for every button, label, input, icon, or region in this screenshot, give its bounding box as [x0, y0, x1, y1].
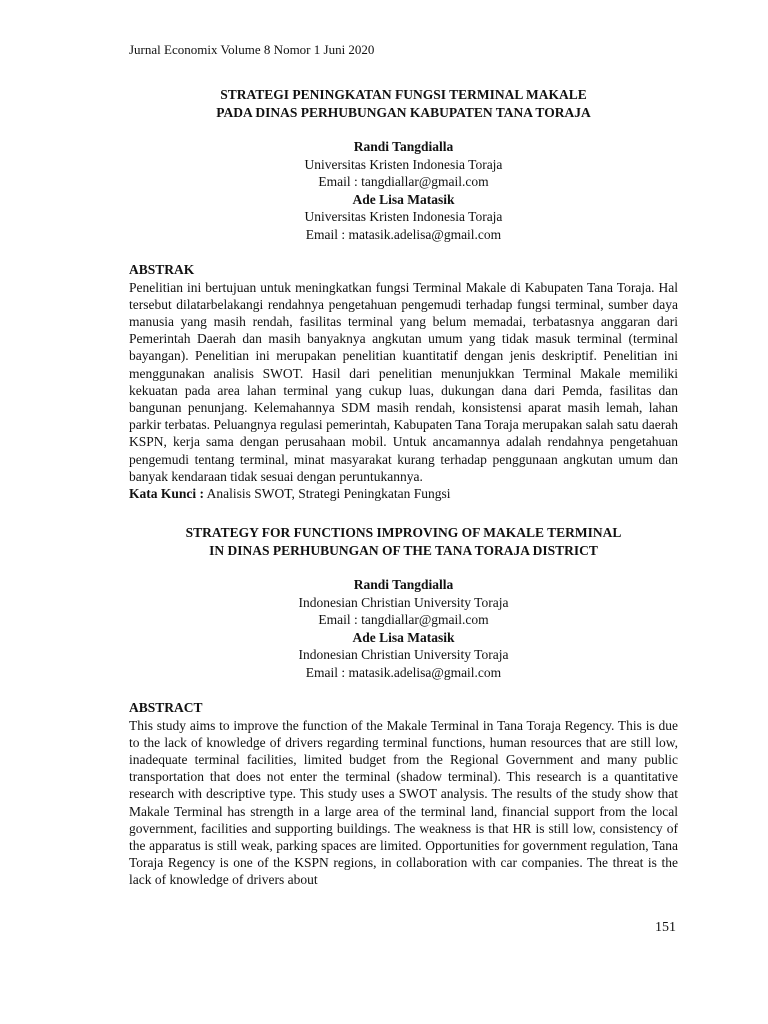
author-email: Email : tangdiallar@gmail.com	[318, 174, 489, 189]
author-email: Email : tangdiallar@gmail.com	[318, 612, 489, 628]
author-affiliation: Indonesian Christian University Toraja	[298, 647, 509, 663]
title-en-line: STRATEGY FOR FUNCTIONS IMPROVING OF MAKALE TERMINAL	[185, 525, 622, 541]
abstract-text-id: Penelitian ini bertujuan untuk meningkatkan fungsi Terminal Makale di Kabupaten Tana Toraja. Hal tersebut dilatarbelakangi rendahnya pengetahuan pengemudi terhadap fungsi terminal, sumber daya manusia yang masih rendah, fasilitas terminal yang belum memadai, terbatasnya anggaran dari Pemerintah Daerah dan masih banyaknya angkutan umum yang tidak masuk terminal (terminal bayangan). Penelitian ini merupakan penelitian kuantitatif dengan jenis deskriptif. Penelitian ini menggunakan analisis SWOT. Hasil dari penelitian menunjukkan Terminal Makale memiliki kekuatan pada area lahan terminal yang cukup luas, dukungan dana dari Pemda, fasilitas dan bangunan penunjang. Kelemahannya SDM masih rendah, konsistensi aparat masih lemah, lahan parkir terbatas. Peluangnya regulasi pemerintah, Kabupaten Tana Toraja merupakan salah satu daerah KSPN, kerja sama dengan perusahaan mobil. Untuk ancamannya adalah rendahnya pengetahuan pengemudi tentang terminal, minat masyarakat kurang terhadap penggunaan angkutan umum dan banyak kendaraan tidak sesuai dengan peruntukannya.	[129, 279, 678, 484]
author-name: Randi Tangdialla	[353, 139, 454, 154]
abstract-heading-id: ABSTRAK	[129, 262, 195, 277]
title-id	[129, 86, 678, 121]
authors-id	[129, 138, 678, 243]
title-en	[129, 524, 678, 559]
author-email: Email : matasik.adelisa@gmail.com	[305, 664, 502, 680]
article-content	[129, 86, 678, 889]
author-affiliation: Indonesian Christian University Toraja	[298, 594, 509, 610]
author-name: Randi Tangdialla	[353, 577, 454, 593]
author-email: Email : matasik.adelisa@gmail.com	[305, 226, 502, 242]
author-name: Ade Lisa Matasik	[352, 629, 455, 645]
keywords-label: Kata Kunci :	[129, 485, 205, 501]
keywords	[129, 485, 678, 502]
keywords-text: Analisis SWOT, Strategi Peningkatan Fungsi	[204, 485, 451, 501]
author-affiliation: Universitas Kristen Indonesia Toraja	[304, 209, 503, 224]
page-number: 151	[655, 920, 676, 935]
title-id-line: STRATEGI PENINGKATAN FUNGSI TERMINAL MAKALE	[220, 87, 587, 102]
abstract-text-en: This study aims to improve the function of the Makale Terminal in Tana Toraja Regency. This is due to the lack of knowledge of drivers regarding terminal functions, human resources that are still low, inadequate terminal facilities, limited budget from the Regional Government and many public transportation that does not enter the terminal (shadow terminal). This research is a quantitative research with descriptive type. This study uses a SWOT analysis. The results of the study show that Makale Terminal has strength in a large area of the terminal land, financial support from the local government, facilities and supporting buildings. The weakness is that HR is still low, consistency of the apparatus is still weak, parking spaces are limited. Opportunities for government regulation, Tana Toraja Regency is one of the KSPN regions, in collaboration with car companies. The threat is the lack of knowledge of drivers about	[129, 717, 678, 888]
title-id-line: PADA DINAS PERHUBUNGAN KABUPATEN TANA TORAJA	[216, 104, 591, 120]
author-affiliation: Universitas Kristen Indonesia Toraja	[304, 156, 503, 172]
author-name: Ade Lisa Matasik	[352, 191, 455, 207]
abstract-heading-en: ABSTRACT	[129, 700, 203, 716]
authors-en	[129, 576, 678, 681]
running-head: Jurnal Economix Volume 8 Nomor 1 Juni 2020	[129, 42, 375, 57]
title-en-line: IN DINAS PERHUBUNGAN OF THE TANA TORAJA DISTRICT	[209, 542, 598, 558]
